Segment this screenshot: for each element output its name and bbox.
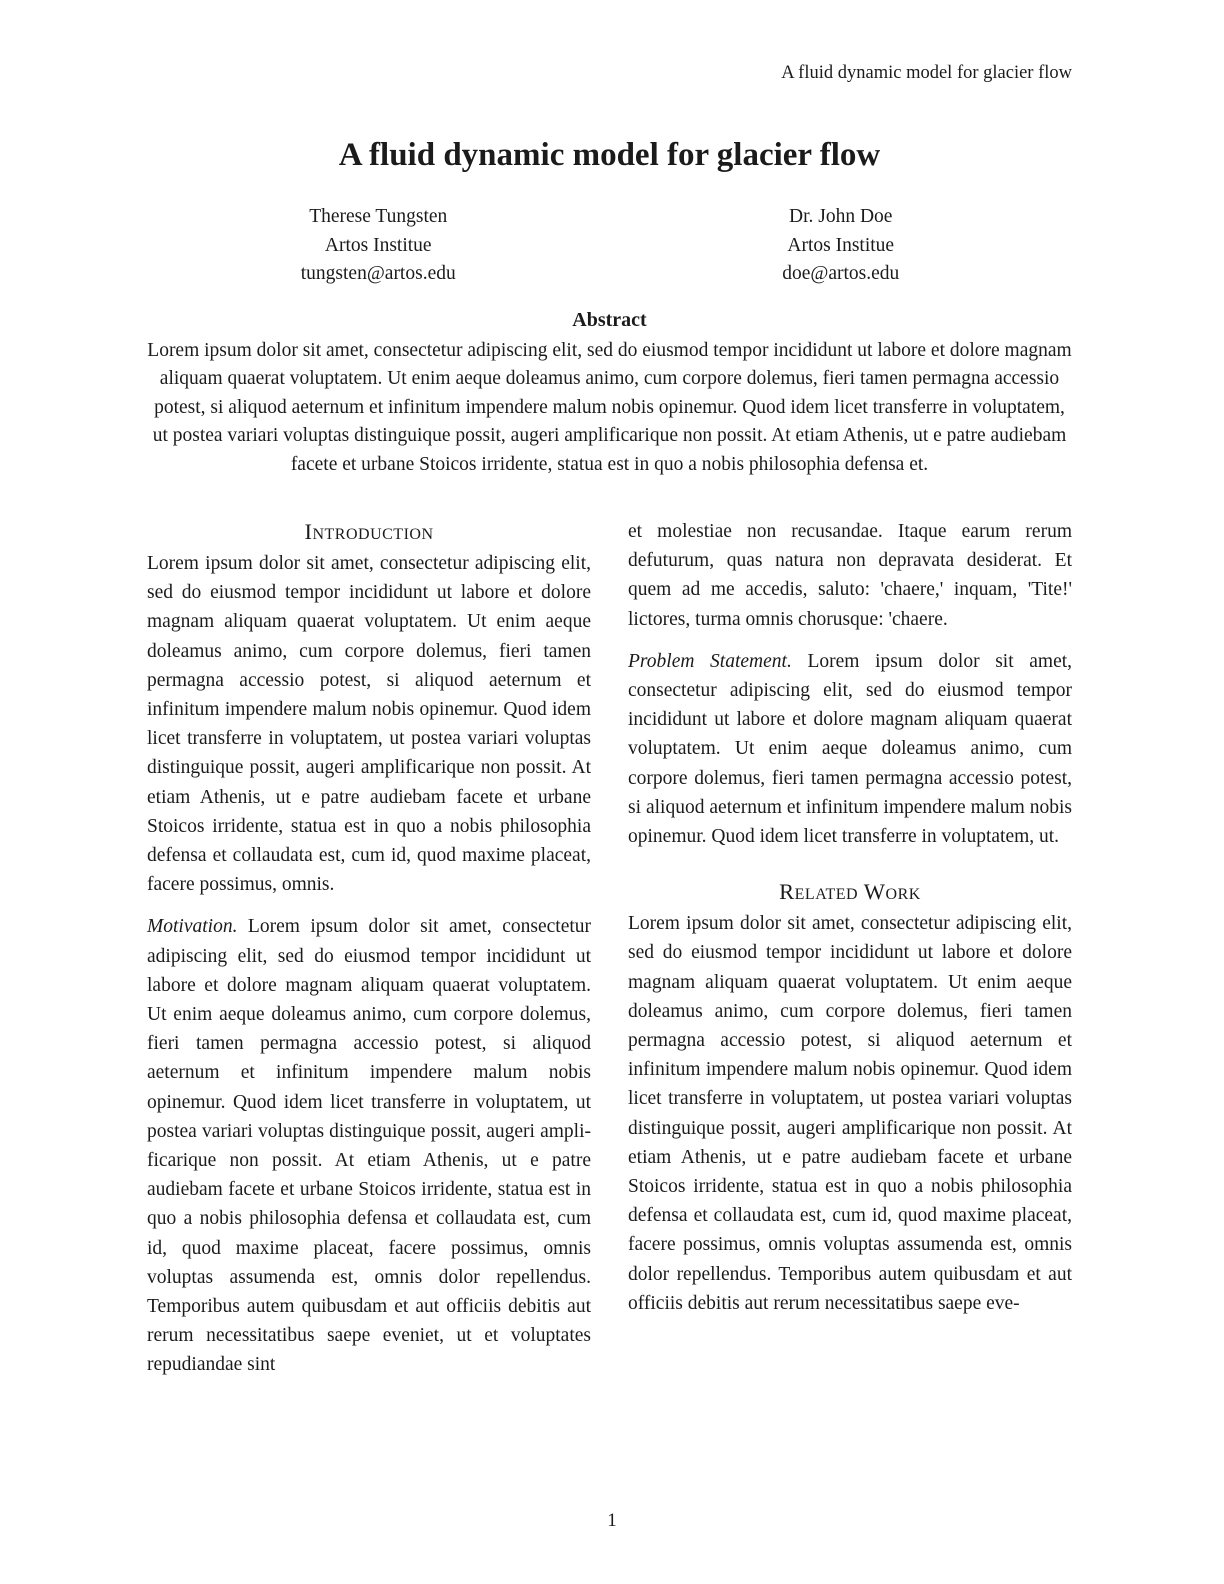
- motivation-continued-paragraph: et molestiae non recusandae. Itaque earum rerum defuturum, quas natura non depravata desiderat. Et quem ad me accedis, saluto: 'chaere,' inquam, 'Tite!' lictores, turma omnis chorusque: 'chaere.: [628, 521, 1072, 630]
- author-block: [147, 203, 1072, 289]
- page-number: 1: [607, 1510, 617, 1531]
- problem-statement-text: Lorem ipsum dolor sit amet, consectetur adipiscing elit, sed do eiusmod tempor incididunt ut labore et dolore magnam aliquam quaerat voluptatem. Ut enim aeque doleamus animo, cum corpore dolemus, fieri tamen permagna accessio potest, si aliquod aeternum et infinitum impendere malum nobis opinemur. Quod idem licet transferre in voluptatem, ut.: [628, 650, 1073, 848]
- motivation-paragraph: [147, 912, 591, 1379]
- introduction-paragraph: Lorem ipsum dolor sit amet, consectetur adipiscing elit, sed do eiusmod tempor incididunt ut labore et dolore magnam aliquam quaerat voluptatem. Ut enim aeque doleamus animo, cum corpore dolemus, fieri tamen permagna accessio potest, si aliquod aeternum et infinitum impendere malum nobis opinemur. Quod idem licet transferre in voluptatem, ut postea variari voluptas distinguique possit, augeri amplificarique non possit. At etiam Athenis, ut e patre audiebam facete et urbane Stoicos irridente, statua est in quo a nobis philosophia defensa et collaudata est, cum id, quod maxime placeat, facere possimus, omnis.: [147, 553, 591, 896]
- problem-statement-runin-label: Problem Statement.: [628, 650, 792, 672]
- paper-title: A fluid dynamic model for glacier flow: [338, 137, 881, 173]
- running-header: A fluid dynamic model for glacier flow: [781, 63, 1072, 83]
- right-column: [628, 517, 1072, 1380]
- motivation-text: Lorem ipsum dolor sit amet, consectetur adipiscing elit, sed do eiusmod tempor incididunt ut labore et dolore magnam aliquam quaerat voluptatem. Ut enim aeque doleamus animo, cum corpore dolemus, fieri tamen permagna accessio potest, si aliquod aeternum et infinitum impendere malum nobis opinemur. Quod idem licet transferre in voluptatem, ut postea variari voluptas distinguique possit, augeri amplificarique non possit. At etiam Athenis, ut e patre audiebam facete et urbane Stoicos irridente, statua est in quo a nobis philosophia defensa et collaudata est, cum id, quod maxime placeat, facere possimus, omnis voluptas assumenda est, omnis dolor repellendus. Temporibus autem quibusdam et aut officiis debitis aut rerum necessitatibus saepe eveniet, ut et voluptates repudiandae sint: [147, 916, 592, 1376]
- problem-statement-paragraph: [628, 647, 1072, 851]
- abstract-text: Lorem ipsum dolor sit amet, consectetur adipiscing elit, sed do eiusmod tempor incididunt ut labore et dolore magnam aliquam quaerat voluptatem. Ut enim aeque doleamus animo, cum corpore dolemus, fieri tamen permagna accessio potest, si aliquod aeternum et infinitum impendere malum nobis opinemur. Quod idem licet transferre in voluptatem, ut postea variari voluptas distinguique possit, augeri amplificarique non possit. At etiam Athenis, ut e patre audiebam facete et urbane Stoicos irridente, statua est in quo a nobis philosophia defensa et.: [147, 339, 1072, 475]
- section-heading-related-work: Related Work: [779, 879, 921, 905]
- author-1-name: Therese Tungsten: [309, 206, 448, 227]
- author-1-affiliation: Artos Institue: [324, 234, 432, 256]
- related-work-paragraph: Lorem ipsum dolor sit amet, consectetur adipiscing elit, sed do eiusmod tempor incididunt ut labore et dolore magnam aliquam quaerat voluptatem. Ut enim aeque doleamus animo, cum corpore dolemus, fieri tamen permagna accessio potest, si aliquod aeternum et infinitum impendere malum nobis opinemur. Quod idem licet transferre in voluptatem, ut postea variari voluptas distinguique possit, augeri amplificarique non possit. At etiam Athenis, ut e patre audiebam facete et urbane Stoicos irridente, statua est in quo a nobis philosophia defensa et collaudata est, cum id, quod maxime placeat, facere possimus, omnis voluptas assumenda est, omnis dolor repellendus. Temporibus autem quibusdam et aut officiis debitis aut rerum necessitatibus saepe eve-: [628, 913, 1072, 1314]
- author-1-email: tungsten@artos.edu: [300, 263, 456, 284]
- author-2: [610, 203, 1073, 289]
- author-1: [147, 203, 610, 289]
- author-2-name: Dr. John Doe: [789, 206, 893, 227]
- section-heading-introduction: Introduction: [304, 519, 434, 544]
- two-column-body: [147, 517, 1072, 1380]
- author-2-affiliation: Artos Institue: [787, 234, 895, 256]
- left-column: [147, 517, 591, 1380]
- motivation-runin-label: Motivation.: [147, 916, 238, 938]
- abstract-section: [147, 306, 1072, 480]
- abstract-heading: Abstract: [572, 308, 647, 331]
- author-2-email: doe@artos.edu: [782, 263, 900, 284]
